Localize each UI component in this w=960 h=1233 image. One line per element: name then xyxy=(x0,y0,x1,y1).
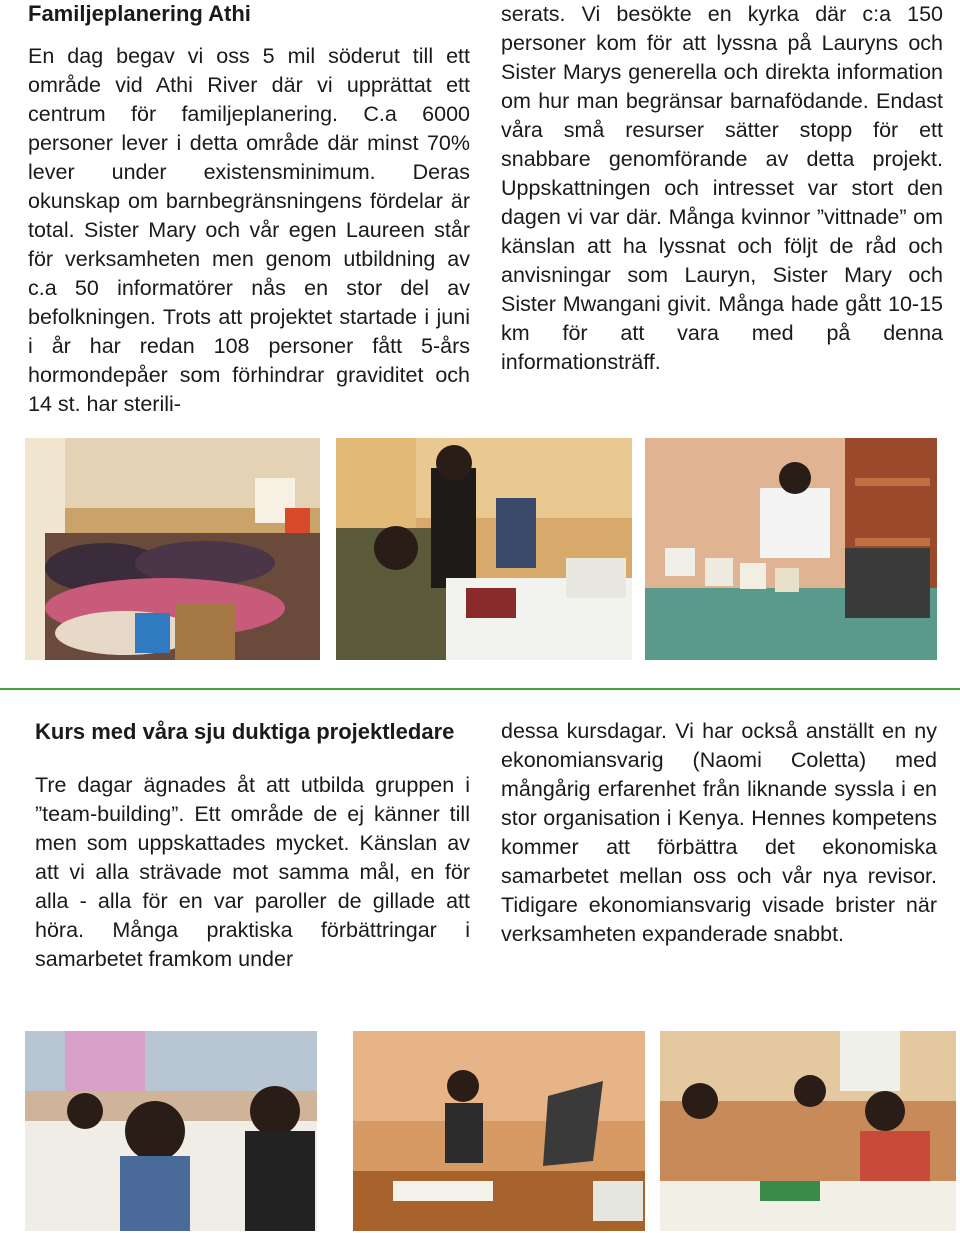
section1-left-column xyxy=(28,0,470,419)
section1-right-text: serats. Vi besökte en kyrka där c:a 150 personer kom för att lyssna på Lauryns och Sister Marys generella och direkta information om hur man begränsar barnafödande. Endast våra små resurser sätter stopp för ett snabbare genomförande av detta projekt. Uppskattningen och intresset var stort den dagen vi var där. Många kvinnor ”vittnade” om känslan att ha lyssnat och följt de råd och anvisningar som Lauryn, Sister Mary och Sister Mwangani givit. Många hade gått 10-15 km för att vara med på denna informationsträff. xyxy=(501,2,943,374)
photo-table-discussion xyxy=(660,1031,956,1231)
photo-clinic-table xyxy=(645,438,937,660)
photo-computer-desk xyxy=(353,1031,645,1231)
photo-church-audience xyxy=(25,438,320,660)
section2-right-text: dessa kursdagar. Vi har också anställt en ny ekonomiansvarig (Naomi Coletta) med mångårig erfarenhet från liknande syssla i en stor organisation i Kenya. Hennes kompetens kommer att förbättra det ekonomiska samarbetet mellan oss och vår nya revisor. Tidigare ekonomiansvarig visade brister när verksamheten expanderade snabbt. xyxy=(501,719,937,946)
section-divider xyxy=(0,688,960,690)
section2-left-column xyxy=(35,717,470,974)
section1-heading: Familjeplanering Athi xyxy=(28,1,251,26)
section2-heading: Kurs med våra sju duktiga projektledare xyxy=(35,719,455,744)
section1-left-text: En dag begav vi oss 5 mil söderut till ett område vid Athi River där vi upprättat ett centrum för familjeplanering. C.a 6000 personer lever i detta område där minst 70% lever under existensminimum. Deras okunskap om barnbegränsningens fördelar är total. Sister Mary och vår egen Laureen står för verksamheten men genom utbildning av c.a 50 informatörer nås en stor del av befolkningen. Trots att projektet startade i juni i år har redan 108 personer fått 5-års hormondepåer som förhindrar graviditet och 14 st. har sterili- xyxy=(28,44,470,416)
photo-information-meeting xyxy=(336,438,632,660)
section1-right-column xyxy=(501,0,943,377)
section2-left-text: Tre dagar ägnades åt att utbilda gruppen i ”team-building”. Ett område de ej känner till men som uppskattades mycket. Känslan av att vi alla strävade mot samma mål, en för alla - alla för en var paroller de gillade att höra. Många praktiska förbättringar i samarbetet framkom under xyxy=(35,773,470,971)
section2-right-column xyxy=(501,717,937,949)
photo-course-group xyxy=(25,1031,317,1231)
